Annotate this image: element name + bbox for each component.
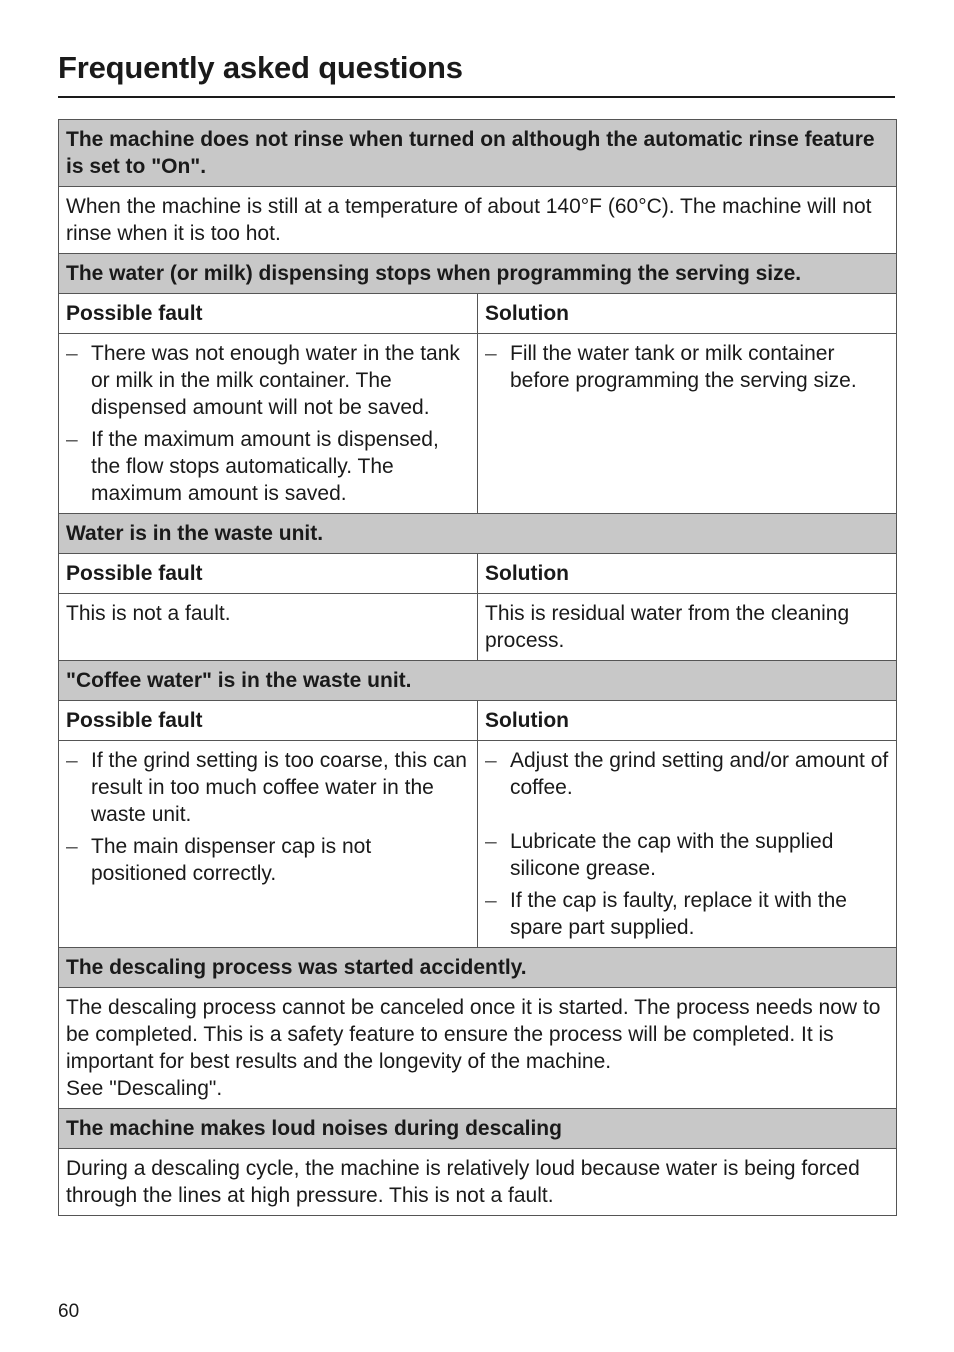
question-text: The machine does not rinse when turned on although the automatic rinse feature is set to "On". bbox=[59, 120, 897, 187]
answer-row bbox=[59, 1149, 897, 1216]
fault-item: – If the grind setting is too coarse, this can result in too much coffee water in the waste unit. bbox=[66, 747, 470, 828]
solution-header: Solution bbox=[478, 294, 897, 334]
question-text: The machine makes loud noises during descaling bbox=[59, 1109, 897, 1149]
fault-cell: This is not a fault. bbox=[59, 594, 478, 661]
solution-list bbox=[485, 340, 889, 394]
fault-item: – If the maximum amount is dispensed, the flow stops automatically. The maximum amount is saved. bbox=[66, 426, 470, 507]
question-text: "Coffee water" is in the waste unit. bbox=[59, 661, 897, 701]
fault-header: Possible fault bbox=[59, 294, 478, 334]
fault-item: – There was not enough water in the tank or milk in the milk container. The dispensed amount will not be saved. bbox=[66, 340, 470, 421]
answer-text: During a descaling cycle, the machine is relatively loud because water is being forced through the lines at high pressure. This is not a fault. bbox=[59, 1149, 897, 1216]
answer-text: When the machine is still at a temperature of about 140°F (60°C). The machine will not rinse when it is too hot. bbox=[59, 187, 897, 254]
answer-row bbox=[59, 187, 897, 254]
question-text: Water is in the waste unit. bbox=[59, 514, 897, 554]
fault-list bbox=[66, 747, 470, 887]
solution-header: Solution bbox=[478, 701, 897, 741]
page-number: 60 bbox=[58, 1301, 80, 1322]
solution-item: – Adjust the grind setting and/or amount of coffee. bbox=[485, 747, 889, 801]
page-title: Frequently asked questions bbox=[58, 50, 895, 98]
fault-solution-row bbox=[59, 741, 897, 948]
solution-item: – Lubricate the cap with the supplied silicone grease. bbox=[485, 828, 889, 882]
answer-row bbox=[59, 988, 897, 1109]
answer-cell bbox=[59, 988, 897, 1109]
fault-cell bbox=[59, 741, 478, 948]
question-row bbox=[59, 514, 897, 554]
question-row bbox=[59, 120, 897, 187]
question-row bbox=[59, 254, 897, 294]
faq-table bbox=[58, 119, 897, 1216]
fault-header: Possible fault bbox=[59, 554, 478, 594]
solution-cell bbox=[478, 334, 897, 514]
question-row bbox=[59, 948, 897, 988]
solution-cell bbox=[478, 741, 897, 948]
column-header-row bbox=[59, 701, 897, 741]
fault-solution-row bbox=[59, 594, 897, 661]
column-header-row bbox=[59, 294, 897, 334]
question-row bbox=[59, 1109, 897, 1149]
cross-reference: See "Descaling". bbox=[66, 1077, 223, 1100]
column-header-row bbox=[59, 554, 897, 594]
question-text: The water (or milk) dispensing stops when programming the serving size. bbox=[59, 254, 897, 294]
fault-solution-row bbox=[59, 334, 897, 514]
fault-list bbox=[66, 340, 470, 507]
fault-cell bbox=[59, 334, 478, 514]
fault-item: – The main dispenser cap is not positioned correctly. bbox=[66, 833, 470, 887]
solution-item: – Fill the water tank or milk container before programming the serving size. bbox=[485, 340, 889, 394]
solution-header: Solution bbox=[478, 554, 897, 594]
question-row bbox=[59, 661, 897, 701]
solution-cell: This is residual water from the cleaning process. bbox=[478, 594, 897, 661]
fault-header: Possible fault bbox=[59, 701, 478, 741]
question-text: The descaling process was started accidently. bbox=[59, 948, 897, 988]
solution-item: – If the cap is faulty, replace it with the spare part supplied. bbox=[485, 887, 889, 941]
answer-text: The descaling process cannot be canceled once it is started. The process needs now to be completed. This is a safety feature to ensure the process will be completed. It is important for best results and the longevity of the machine. bbox=[66, 996, 881, 1073]
solution-list bbox=[485, 747, 889, 941]
